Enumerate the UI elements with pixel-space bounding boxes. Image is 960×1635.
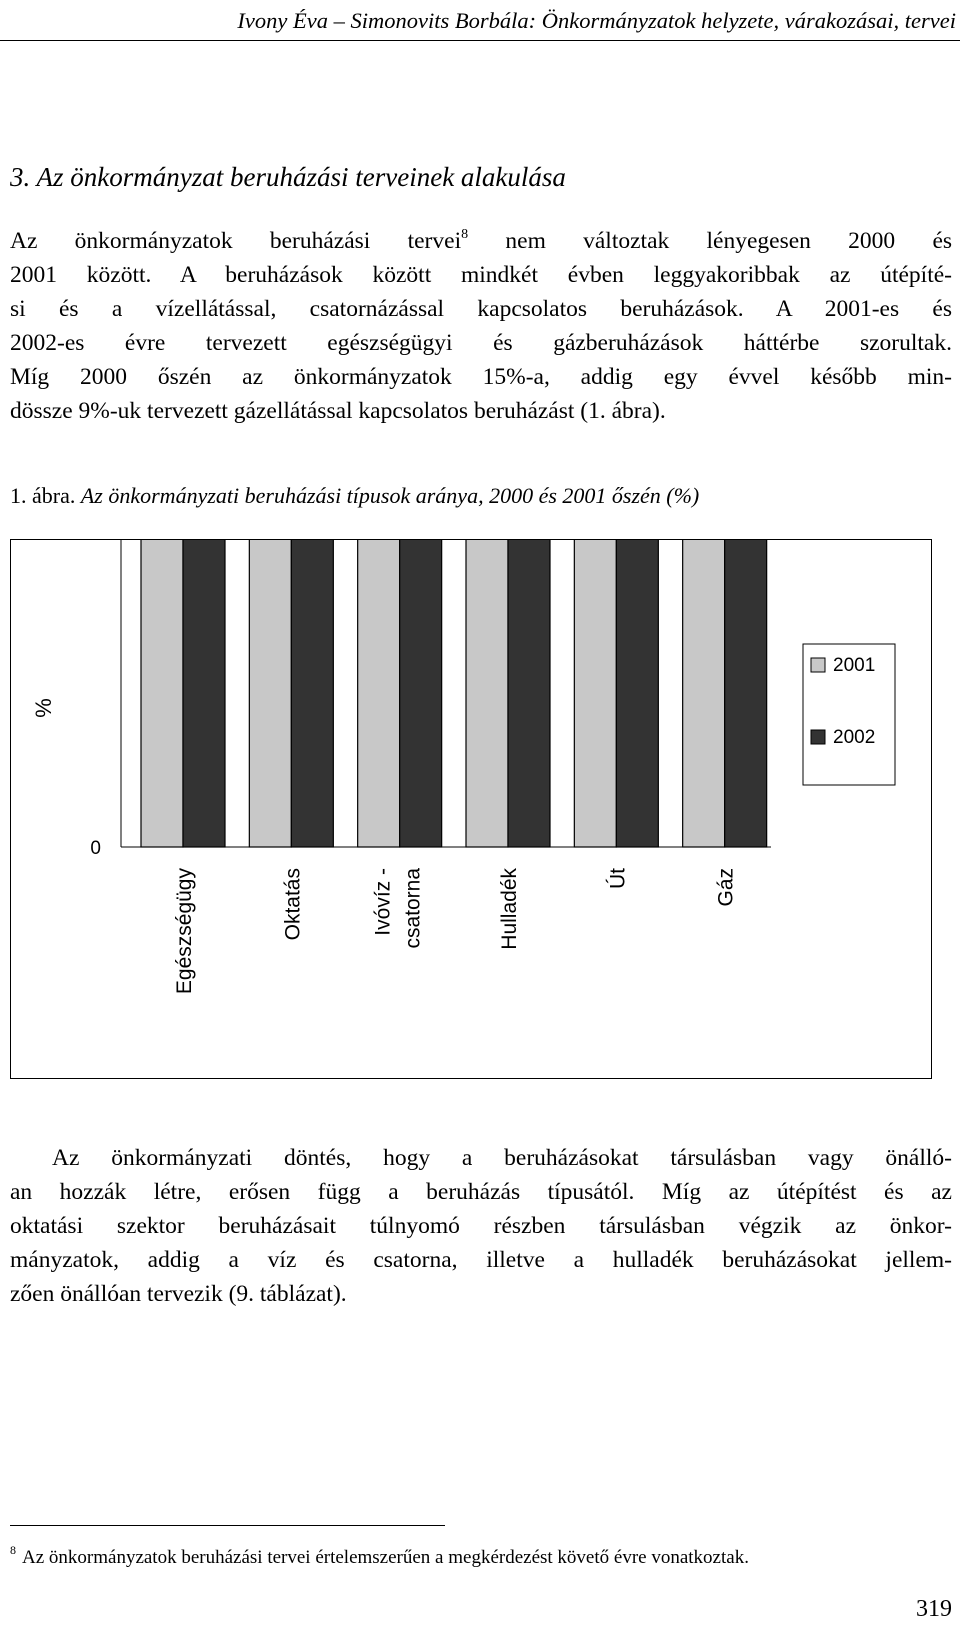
body-paragraph-2 <box>10 1141 952 1311</box>
paragraph-line: Az önkormányzati döntés, hogy a beruházásokat társulásban vagy önálló- <box>52 1145 952 1171</box>
y-axis-label: % <box>31 698 56 718</box>
bar-2001 <box>358 540 400 847</box>
section-title: 3. Az önkormányzat beruházási terveinek alakulása <box>10 162 566 192</box>
paragraph-line: Az önkormányzatok beruházási tervei$^8$ nem változtak lényegesen 2000 és <box>10 227 953 254</box>
x-category-label: Ivóvíz - <box>371 868 395 936</box>
legend-label: 2002 <box>833 727 876 748</box>
bar-2002 <box>183 540 225 847</box>
figure-title: Az önkormányzati beruházási típusok aránya, 2000 és 2001 őszén (%) <box>80 483 700 508</box>
footnote-divider <box>10 1525 445 1526</box>
bar-2001 <box>574 540 616 847</box>
running-header <box>0 0 960 41</box>
x-category-label: csatorna <box>401 868 425 949</box>
bar-2002 <box>725 540 767 847</box>
figure-caption <box>10 483 699 509</box>
bar-2001 <box>141 540 183 847</box>
running-header-text: Ivony Éva – Simonovits Borbála: Önkormányzatok helyzete, várakozásai, tervei <box>237 8 956 33</box>
body-paragraph-1 <box>10 224 952 428</box>
footnote-text: Az önkormányzatok beruházási tervei értelemszerűen a megkérdezést követő évre vonatkoztak. <box>22 1547 749 1568</box>
legend-swatch-2001 <box>811 658 825 672</box>
x-category-label: Út <box>606 868 630 889</box>
y-tick-label: 0 <box>90 838 101 859</box>
bar-2001 <box>683 540 725 847</box>
bar-2002 <box>508 540 550 847</box>
paragraph-line: an hozzák létre, erősen függ a beruházás típusától. Míg az útépítést és az <box>10 1179 952 1205</box>
chart-frame <box>10 539 932 1079</box>
paragraph-line: Míg 2000 őszén az önkormányzatok 15%-a, addig egy évvel később min- <box>10 364 952 390</box>
footnote-reference: 8 <box>461 227 469 242</box>
paragraph-line: oktatási szektor beruházásait túlnyomó részben társulásban végzik az önkor- <box>10 1213 952 1239</box>
bar-2002 <box>291 540 333 847</box>
figure-label: 1. ábra. <box>10 483 76 508</box>
bar-2002 <box>400 540 442 847</box>
x-category-label: Hulladék <box>498 868 521 950</box>
legend-label: 2001 <box>833 655 876 676</box>
page-number: 319 <box>916 1596 952 1622</box>
x-category-label: Gáz <box>714 868 738 907</box>
bar-2001 <box>466 540 508 847</box>
footnote <box>10 1543 749 1569</box>
x-category-label: Egészségügy <box>173 868 196 995</box>
bar-2002 <box>616 540 658 847</box>
legend-swatch-2002 <box>811 730 825 744</box>
paragraph-line: si és a vízellátással, csatornázással kapcsolatos beruházások. A 2001-es és <box>10 296 952 322</box>
footnote-number: 8 <box>10 1543 16 1557</box>
paragraph-line: 2001 között. A beruházások között mindkét évben leggyakoribbak az útépíté- <box>10 262 952 288</box>
paragraph-line: 2002-es évre tervezett egészségügyi és gázberuházások háttérbe szorultak. <box>10 330 952 356</box>
x-category-label: Oktatás <box>281 868 305 941</box>
bar-2001 <box>249 540 291 847</box>
paragraph-line: zően önállóan tervezik (9. táblázat). <box>10 1281 347 1307</box>
paragraph-line: mányzatok, addig a víz és csatorna, illetve a hulladék beruházásokat jellem- <box>10 1247 952 1273</box>
paragraph-line: dössze 9%-uk tervezett gázellátással kapcsolatos beruházást (1. ábra). <box>10 398 666 424</box>
bar-chart <box>11 540 931 1078</box>
